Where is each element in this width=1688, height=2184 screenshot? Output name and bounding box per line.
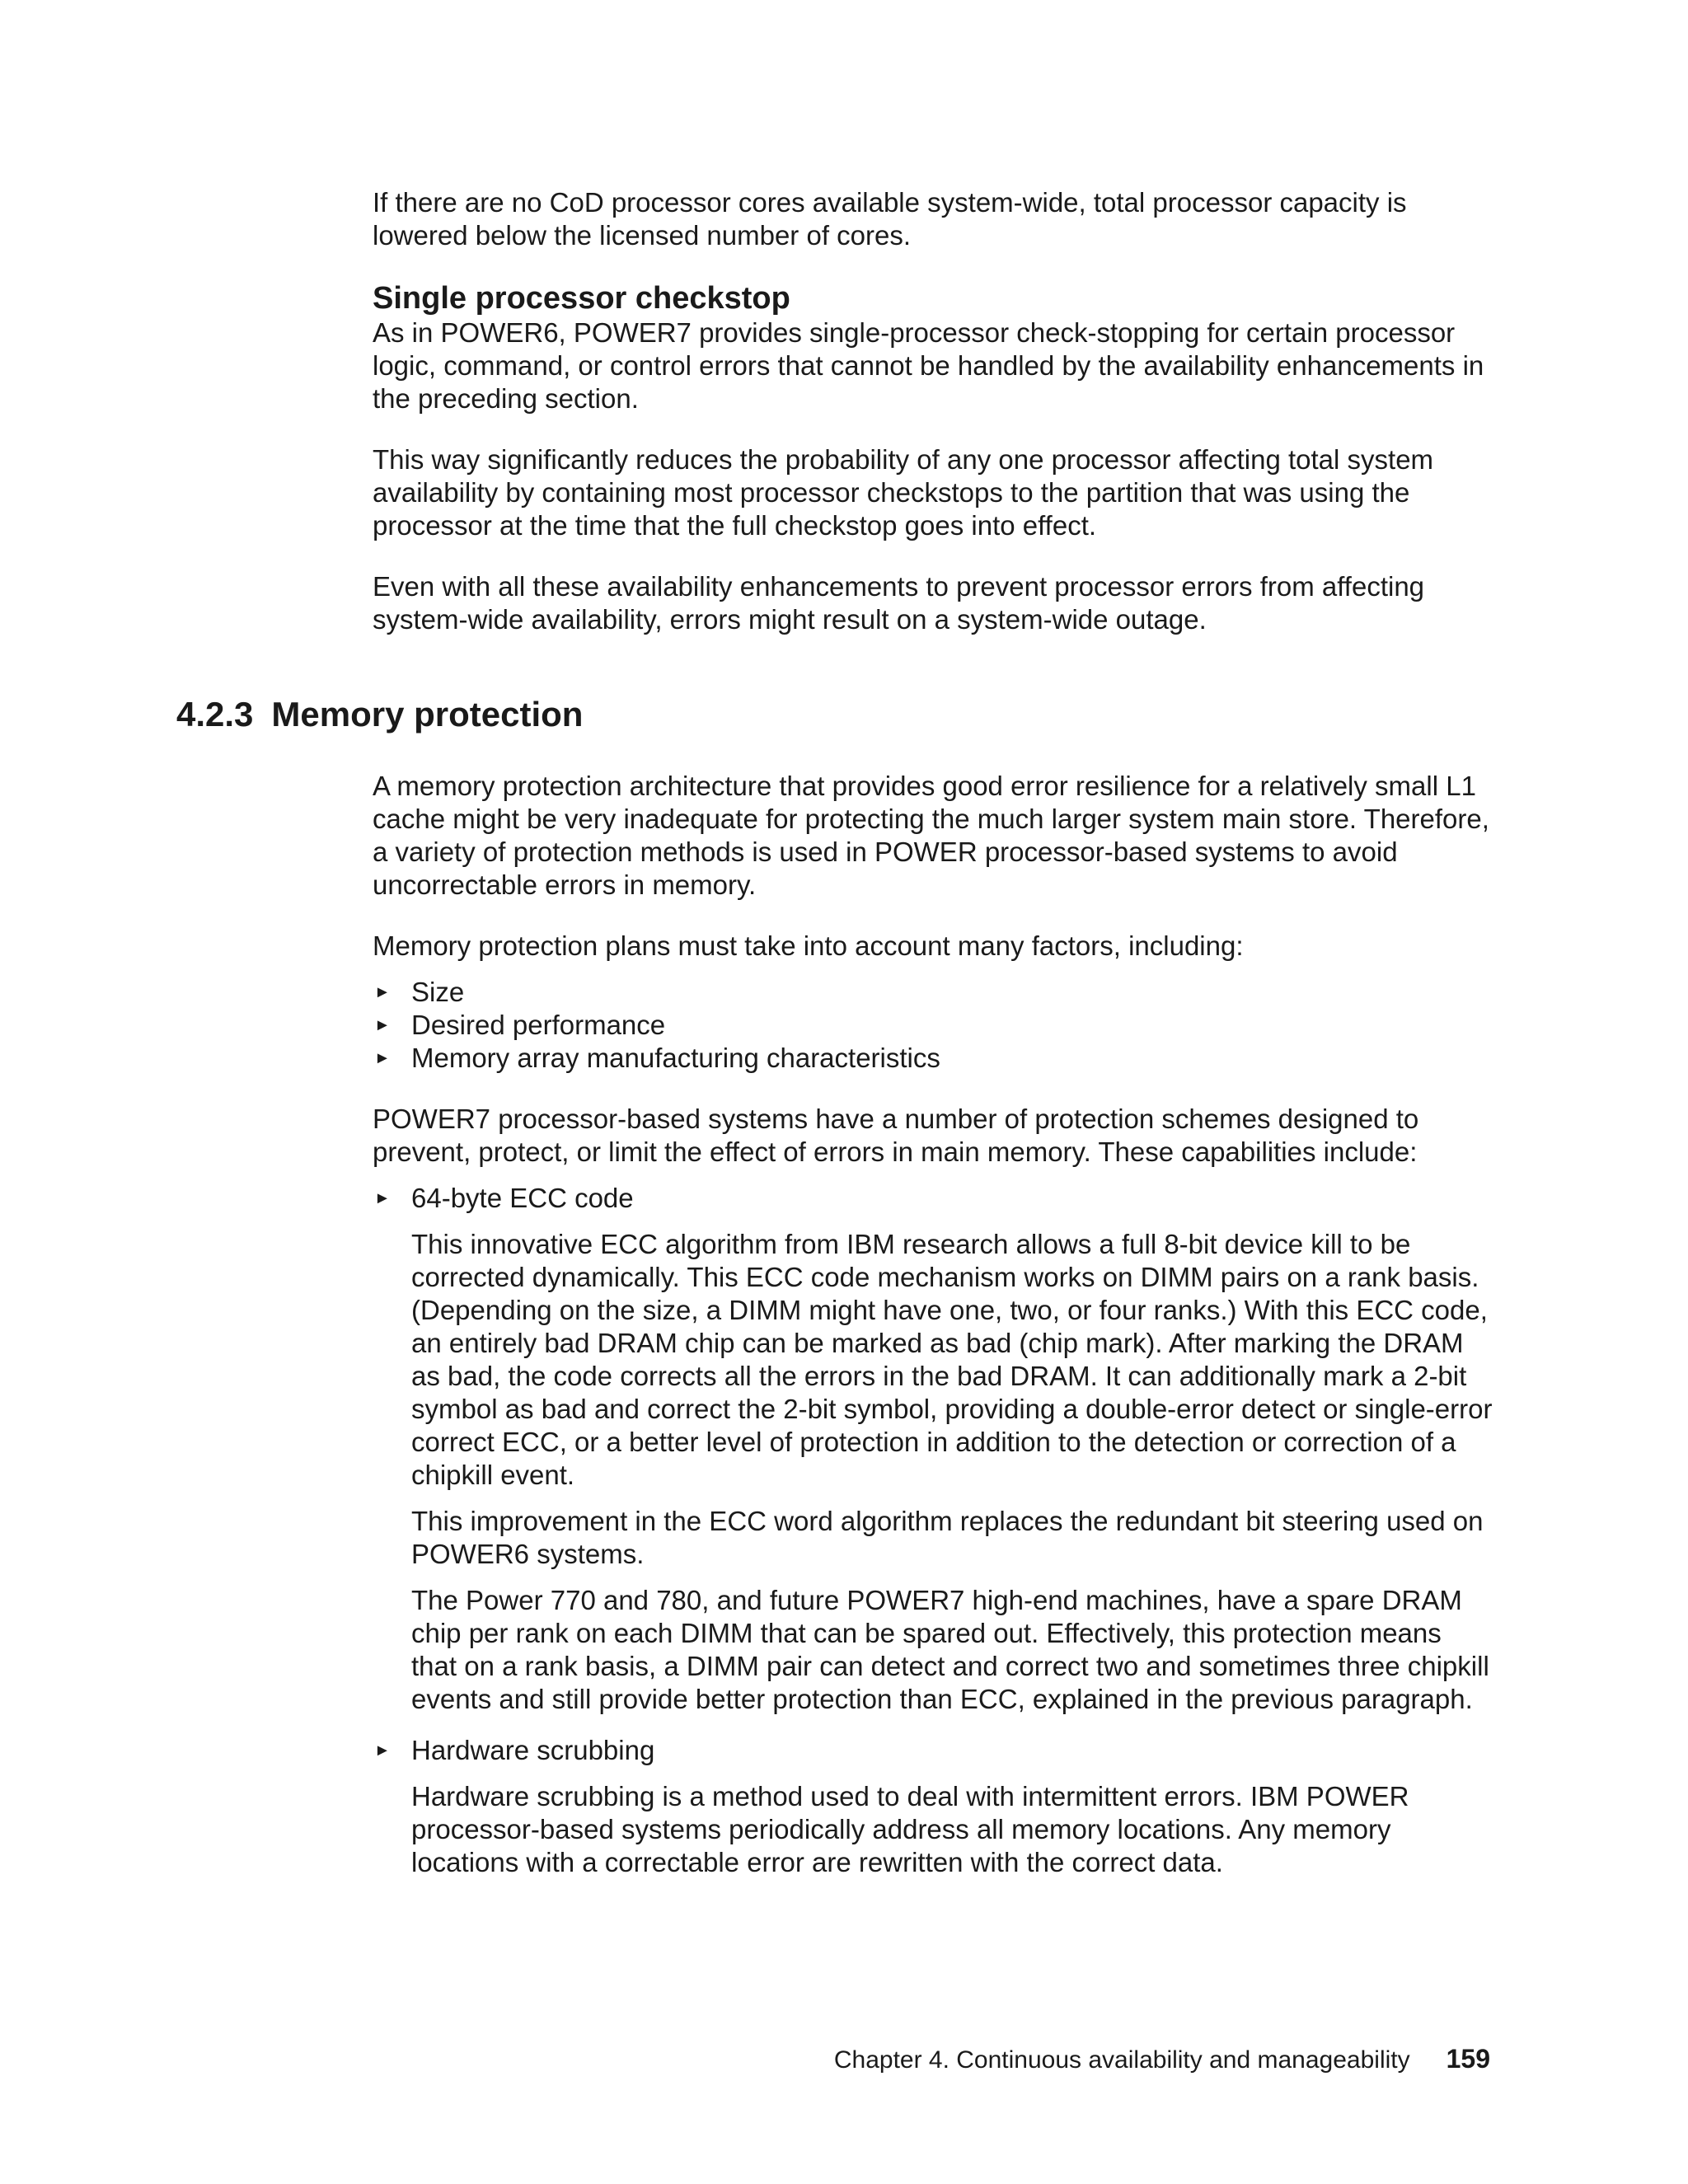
memory-paragraph-2: Memory protection plans must take into account many factors, including: (373, 930, 1244, 961)
bullet-arrow-icon: ► (374, 1049, 391, 1067)
capability-label: 64-byte ECC code (411, 1183, 634, 1213)
capability-details (411, 1780, 1493, 1879)
capabilities-list (373, 1182, 1493, 1879)
list-item (373, 1182, 1493, 1716)
list-item: ► Desired performance (374, 1010, 666, 1040)
page-footer (834, 2044, 1490, 2075)
bullet-arrow-icon: ► (374, 1741, 391, 1760)
top-text-block (373, 186, 1493, 664)
bullet-arrow-icon: ► (374, 1016, 391, 1034)
capability-label: Hardware scrubbing (411, 1735, 655, 1765)
subheading-single-processor-checkstop: Single processor checkstop (373, 281, 790, 316)
capability-details (411, 1228, 1493, 1716)
capability-paragraph: This improvement in the ECC word algorithm replaces the redundant bit steering used on POWER6 systems. (411, 1506, 1484, 1569)
checkstop-paragraph-3: Even with all these availability enhancements to prevent processor errors from affecting system-wide availability, errors might result on a system-wide outage. (373, 571, 1425, 635)
memory-protection-body (373, 770, 1493, 1907)
capability-paragraph: This innovative ECC algorithm from IBM research allows a full 8-bit device kill to be corrected dynamically. This ECC code mechanism works on DIMM pairs on a rank basis. (Depending on the size, a DIMM might have one, two, or four ranks.) With this ECC code, an entirely bad DRAM chip can be marked as bad (chip mark). After marking the DRAM as bad, the code corrects all the errors in the bad DRAM. It can additionally mark a 2-bit symbol as bad and correct the 2-bit symbol, providing a double-error detect or single-error correct ECC, or a better level of protection in addition to the detection or correction of a chipkill event. (411, 1229, 1493, 1490)
capability-paragraph: The Power 770 and 780, and future POWER7 high-end machines, have a spare DRAM chip per rank on each DIMM that can be spared out. Effectively, this protection means that on a rank basis, a DIMM pair can detect and correct two and sometimes three chipkill events and still provide better protection than ECC, explained in the previous paragraph. (411, 1585, 1489, 1714)
section-heading (176, 694, 583, 735)
checkstop-paragraph-2: This way significantly reduces the probability of any one processor affecting total system availability by containing most processor checkstops to the partition that was using the processor at the time that the full checkstop goes into effect. (373, 444, 1434, 541)
list-item (373, 1734, 1493, 1879)
memory-paragraph-3: POWER7 processor-based systems have a number of protection schemes designed to prevent, protect, or limit the effect of errors in main memory. These capabilities include: (373, 1104, 1419, 1167)
bullet-arrow-icon: ► (374, 983, 391, 1001)
memory-paragraph-1: A memory protection architecture that provides good error resilience for a relatively small L1 cache might be very inadequate for protecting the much larger system main store. Therefore, a variety of protection methods is used in POWER processor-based systems to avoid uncorrectable errors in memory. (373, 771, 1489, 900)
section-title: Memory protection (271, 695, 584, 733)
footer-chapter-title: Chapter 4. Continuous availability and manageability (833, 2046, 1410, 2074)
capability-paragraph: Hardware scrubbing is a method used to deal with intermittent errors. IBM POWER processor-based systems periodically address all memory locations. Any memory locations with a correctable error are rewritten with the correct data. (411, 1781, 1409, 1877)
intro-paragraph: If there are no CoD processor cores available system-wide, total processor capacity is lowered below the licensed number of cores. (373, 187, 1407, 251)
page-number: 159 (1446, 2044, 1490, 2074)
list-item: ► Memory array manufacturing characteristics (374, 1043, 940, 1073)
checkstop-paragraph-1: As in POWER6, POWER7 provides single-processor check-stopping for certain processor logic, command, or control errors that cannot be handled by the availability enhancements in the preceding section. (373, 317, 1484, 414)
bullet-arrow-icon: ► (374, 1189, 391, 1207)
section-number: 4.2.3 (176, 695, 254, 733)
list-item: ► Size (374, 977, 465, 1007)
factors-list (373, 976, 1493, 1075)
